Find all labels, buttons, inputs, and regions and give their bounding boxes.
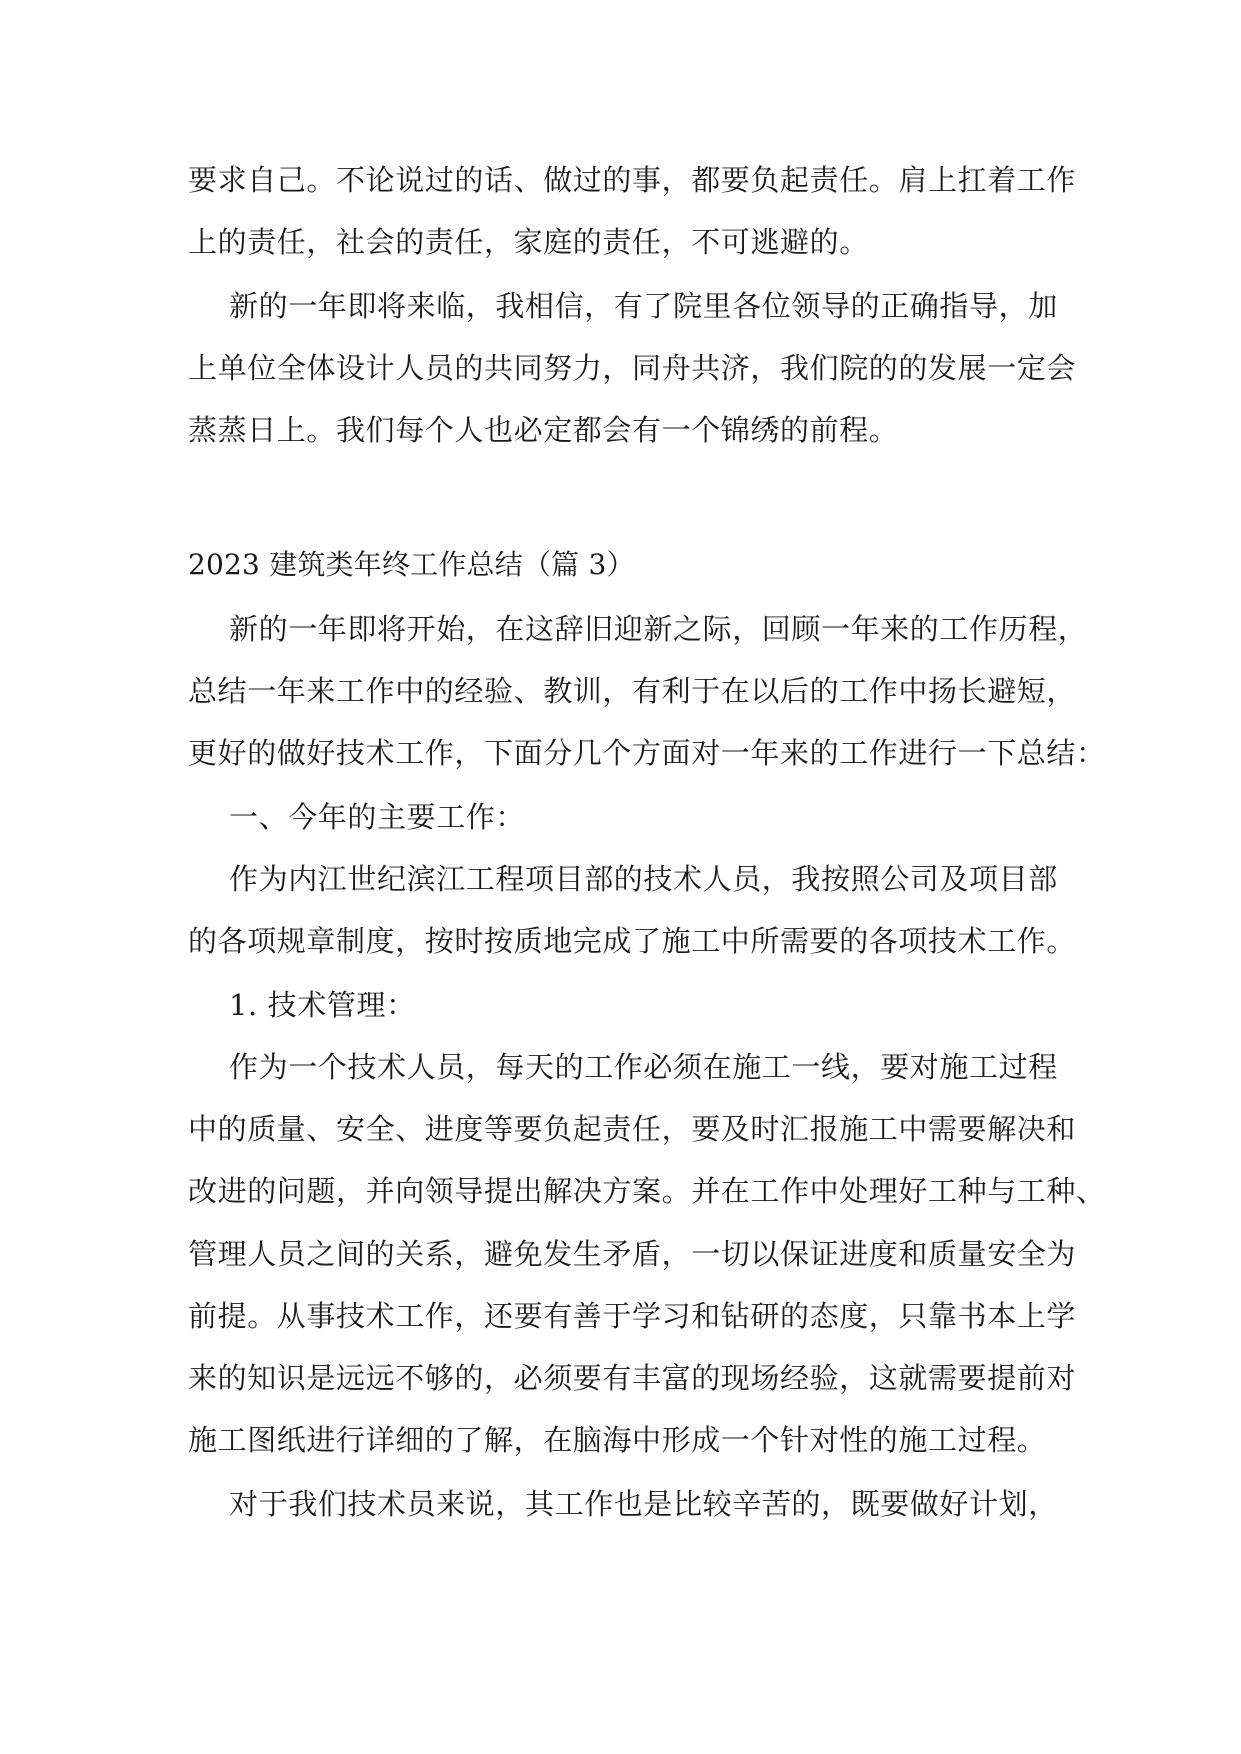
paragraph-line: 新的一年即将来临，我相信，有了院里各位领导的正确指导，加	[229, 289, 1058, 323]
paragraph-line: 上单位全体设计人员的共同努力，同舟共济，我们院的的发展一定会	[188, 351, 1077, 385]
paragraph-line: 施工图纸进行详细的了解，在脑海中形成一个针对性的施工过程。	[188, 1423, 1047, 1457]
paragraph-line: 改进的问题，并向领导提出解决方案。并在工作中处理好工种与工种、	[188, 1174, 1106, 1208]
paragraph-line: 中的质量、安全、进度等要负起责任，要及时汇报施工中需要解决和	[188, 1112, 1077, 1146]
paragraph-line: 管理人员之间的关系，避免发生矛盾，一切以保证进度和质量安全为	[188, 1237, 1077, 1271]
subheading-line: 1. 技术管理：	[229, 988, 416, 1022]
paragraph-line: 总结一年来工作中的经验、教训，有利于在以后的工作中扬长避短，	[188, 674, 1077, 708]
subheading-line: 一、今年的主要工作：	[229, 800, 526, 834]
paragraph-line: 作为一个技术人员，每天的工作必须在施工一线，要对施工过程	[229, 1050, 1058, 1084]
paragraph-line: 前提。从事技术工作，还要有善于学习和钻研的态度，只靠书本上学	[188, 1299, 1077, 1333]
paragraph-line: 蒸蒸日上。我们每个人也必定都会有一个锦绣的前程。	[188, 413, 899, 447]
paragraph-line: 作为内江世纪滨江工程项目部的技术人员，我按照公司及项目部	[229, 862, 1058, 896]
section-heading: 2023 建筑类年终工作总结（篇 3）	[188, 548, 635, 581]
paragraph-line: 新的一年即将开始，在这辞旧迎新之际，回顾一年来的工作历程，	[229, 612, 1088, 646]
paragraph-line: 上的责任，社会的责任，家庭的责任，不可逃避的。	[188, 225, 869, 259]
paragraph-line: 要求自己。不论说过的话、做过的事，都要负起责任。肩上扛着工作	[188, 163, 1077, 197]
paragraph-line: 对于我们技术员来说，其工作也是比较辛苦的，既要做好计划，	[229, 1487, 1058, 1521]
paragraph-line: 的各项规章制度，按时按质地完成了施工中所需要的各项技术工作。	[188, 924, 1077, 958]
paragraph-line: 来的知识是远远不够的，必须要有丰富的现场经验，这就需要提前对	[188, 1361, 1077, 1395]
paragraph-line: 更好的做好技术工作，下面分几个方面对一年来的工作进行一下总结：	[188, 736, 1106, 770]
